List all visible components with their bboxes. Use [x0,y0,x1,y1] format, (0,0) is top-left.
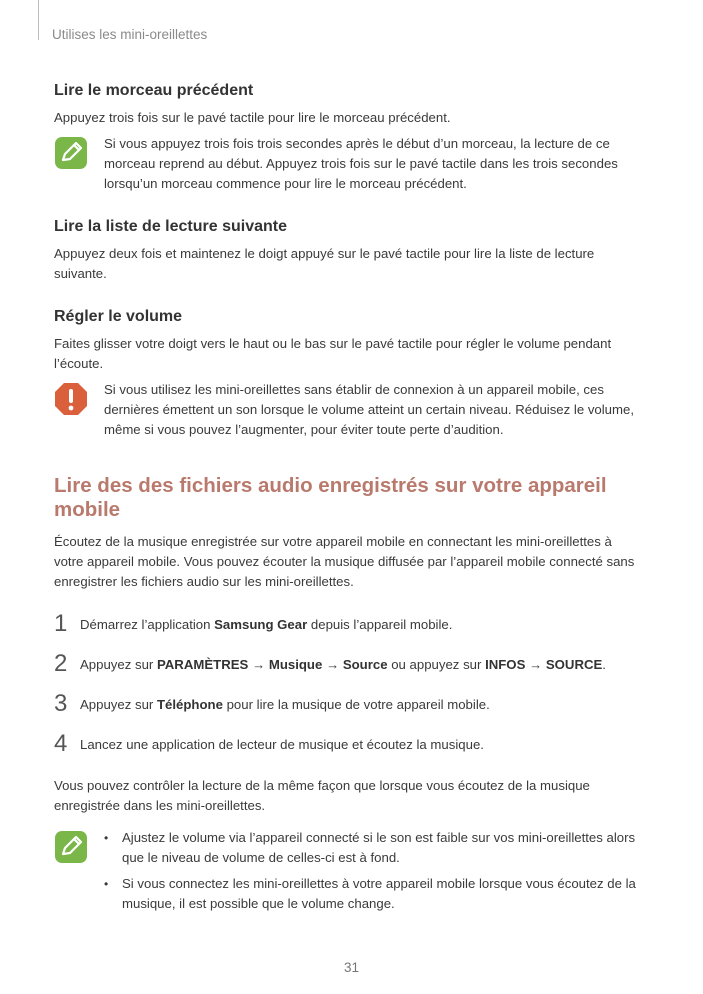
outro-stored-files: Vous pouvez contrôler la lecture de la même façon que lorsque vous écoutez de la musique enregistrée dans les mini-oreillettes. [54,778,590,813]
page-number: 31 [343,960,360,975]
exclamation-warning-icon [54,382,88,416]
body-previous-track: Appuyez trois fois sur le pavé tactile pour lire le morceau précédent. [54,110,451,125]
steps-list [54,604,644,764]
note-stored-files [54,828,644,920]
running-header: Utilises les mini-oreillettes [52,27,208,42]
bullet-mark: • [104,877,109,891]
note-text-previous-track: Si vous appuyez trois fois trois secondes après le début d’un morceau, la lecture de ce morceau reprend au début. Appuyez trois fois sur le pavé tactile dans les trois secondes lorsqu’un morceau commence pour lire le morceau précédent. [104,136,618,191]
heading-previous-track: Lire le morceau précédent [54,82,254,99]
heading-stored-files: Lire des des fichiers audio enregistrés sur votre appareil mobile [54,474,607,521]
bullet-item [104,874,644,914]
bullet-text: Si vous connectez les mini-oreillettes à votre appareil mobile lorsque vous écoutez de la musique, il est possible que le volume change. [122,876,636,911]
warning-volume [54,380,644,440]
step-text: Démarrez l’application Samsung Gear depuis l’appareil mobile. [80,616,453,632]
pencil-note-icon [54,830,88,864]
step-text: Appuyez sur PARAMÈTRES → Musique → Source ou appuyez sur INFOS → SOURCE. [80,656,606,672]
pencil-note-icon [54,136,88,170]
body-volume: Faites glisser votre doigt vers le haut ou le bas sur le pavé tactile pour régler le volume pendant l’écoute. [54,336,612,371]
body-next-playlist: Appuyez deux fois et maintenez le doigt appuyé sur le pavé tactile pour lire la liste de lecture suivante. [54,246,595,281]
step-item [54,724,644,764]
step-number: 2 [54,650,68,677]
page-margin-rule [38,0,39,40]
step-text: Appuyez sur Téléphone pour lire la musique de votre appareil mobile. [80,696,490,712]
step-number: 1 [54,610,68,637]
bullet-item [104,828,644,868]
note-bullets [104,828,644,920]
step-text: Lancez une application de lecteur de musique et écoutez la musique. [80,736,484,752]
page-content [54,82,644,920]
heading-next-playlist: Lire la liste de lecture suivante [54,218,287,235]
intro-stored-files: Écoutez de la musique enregistrée sur votre appareil mobile en connectant les mini-oreillettes à votre appareil mobile. Vous pouvez écouter la musique diffusée par l’appareil mobile connecté sans enregistrer les fichiers audio sur les mini-oreillettes. [54,534,635,589]
step-item [54,684,644,724]
step-number: 4 [54,730,68,757]
step-item [54,604,644,644]
step-number: 3 [54,690,68,717]
heading-volume: Régler le volume [54,308,183,325]
bullet-mark: • [104,831,109,845]
step-item [54,644,644,684]
warning-text-volume: Si vous utilisez les mini-oreillettes sans établir de connexion à un appareil mobile, ces dernières émettent un son lorsque le volume atteint un certain niveau. Réduisez le volume, même si vous pouvez l’augmenter, pour éviter toute perte d’audition. [104,382,634,437]
bullet-text: Ajustez le volume via l’appareil connecté si le son est faible sur vos mini-oreillettes alors que le niveau de volume de celles-ci est à fond. [122,830,636,865]
note-previous-track [54,134,644,194]
